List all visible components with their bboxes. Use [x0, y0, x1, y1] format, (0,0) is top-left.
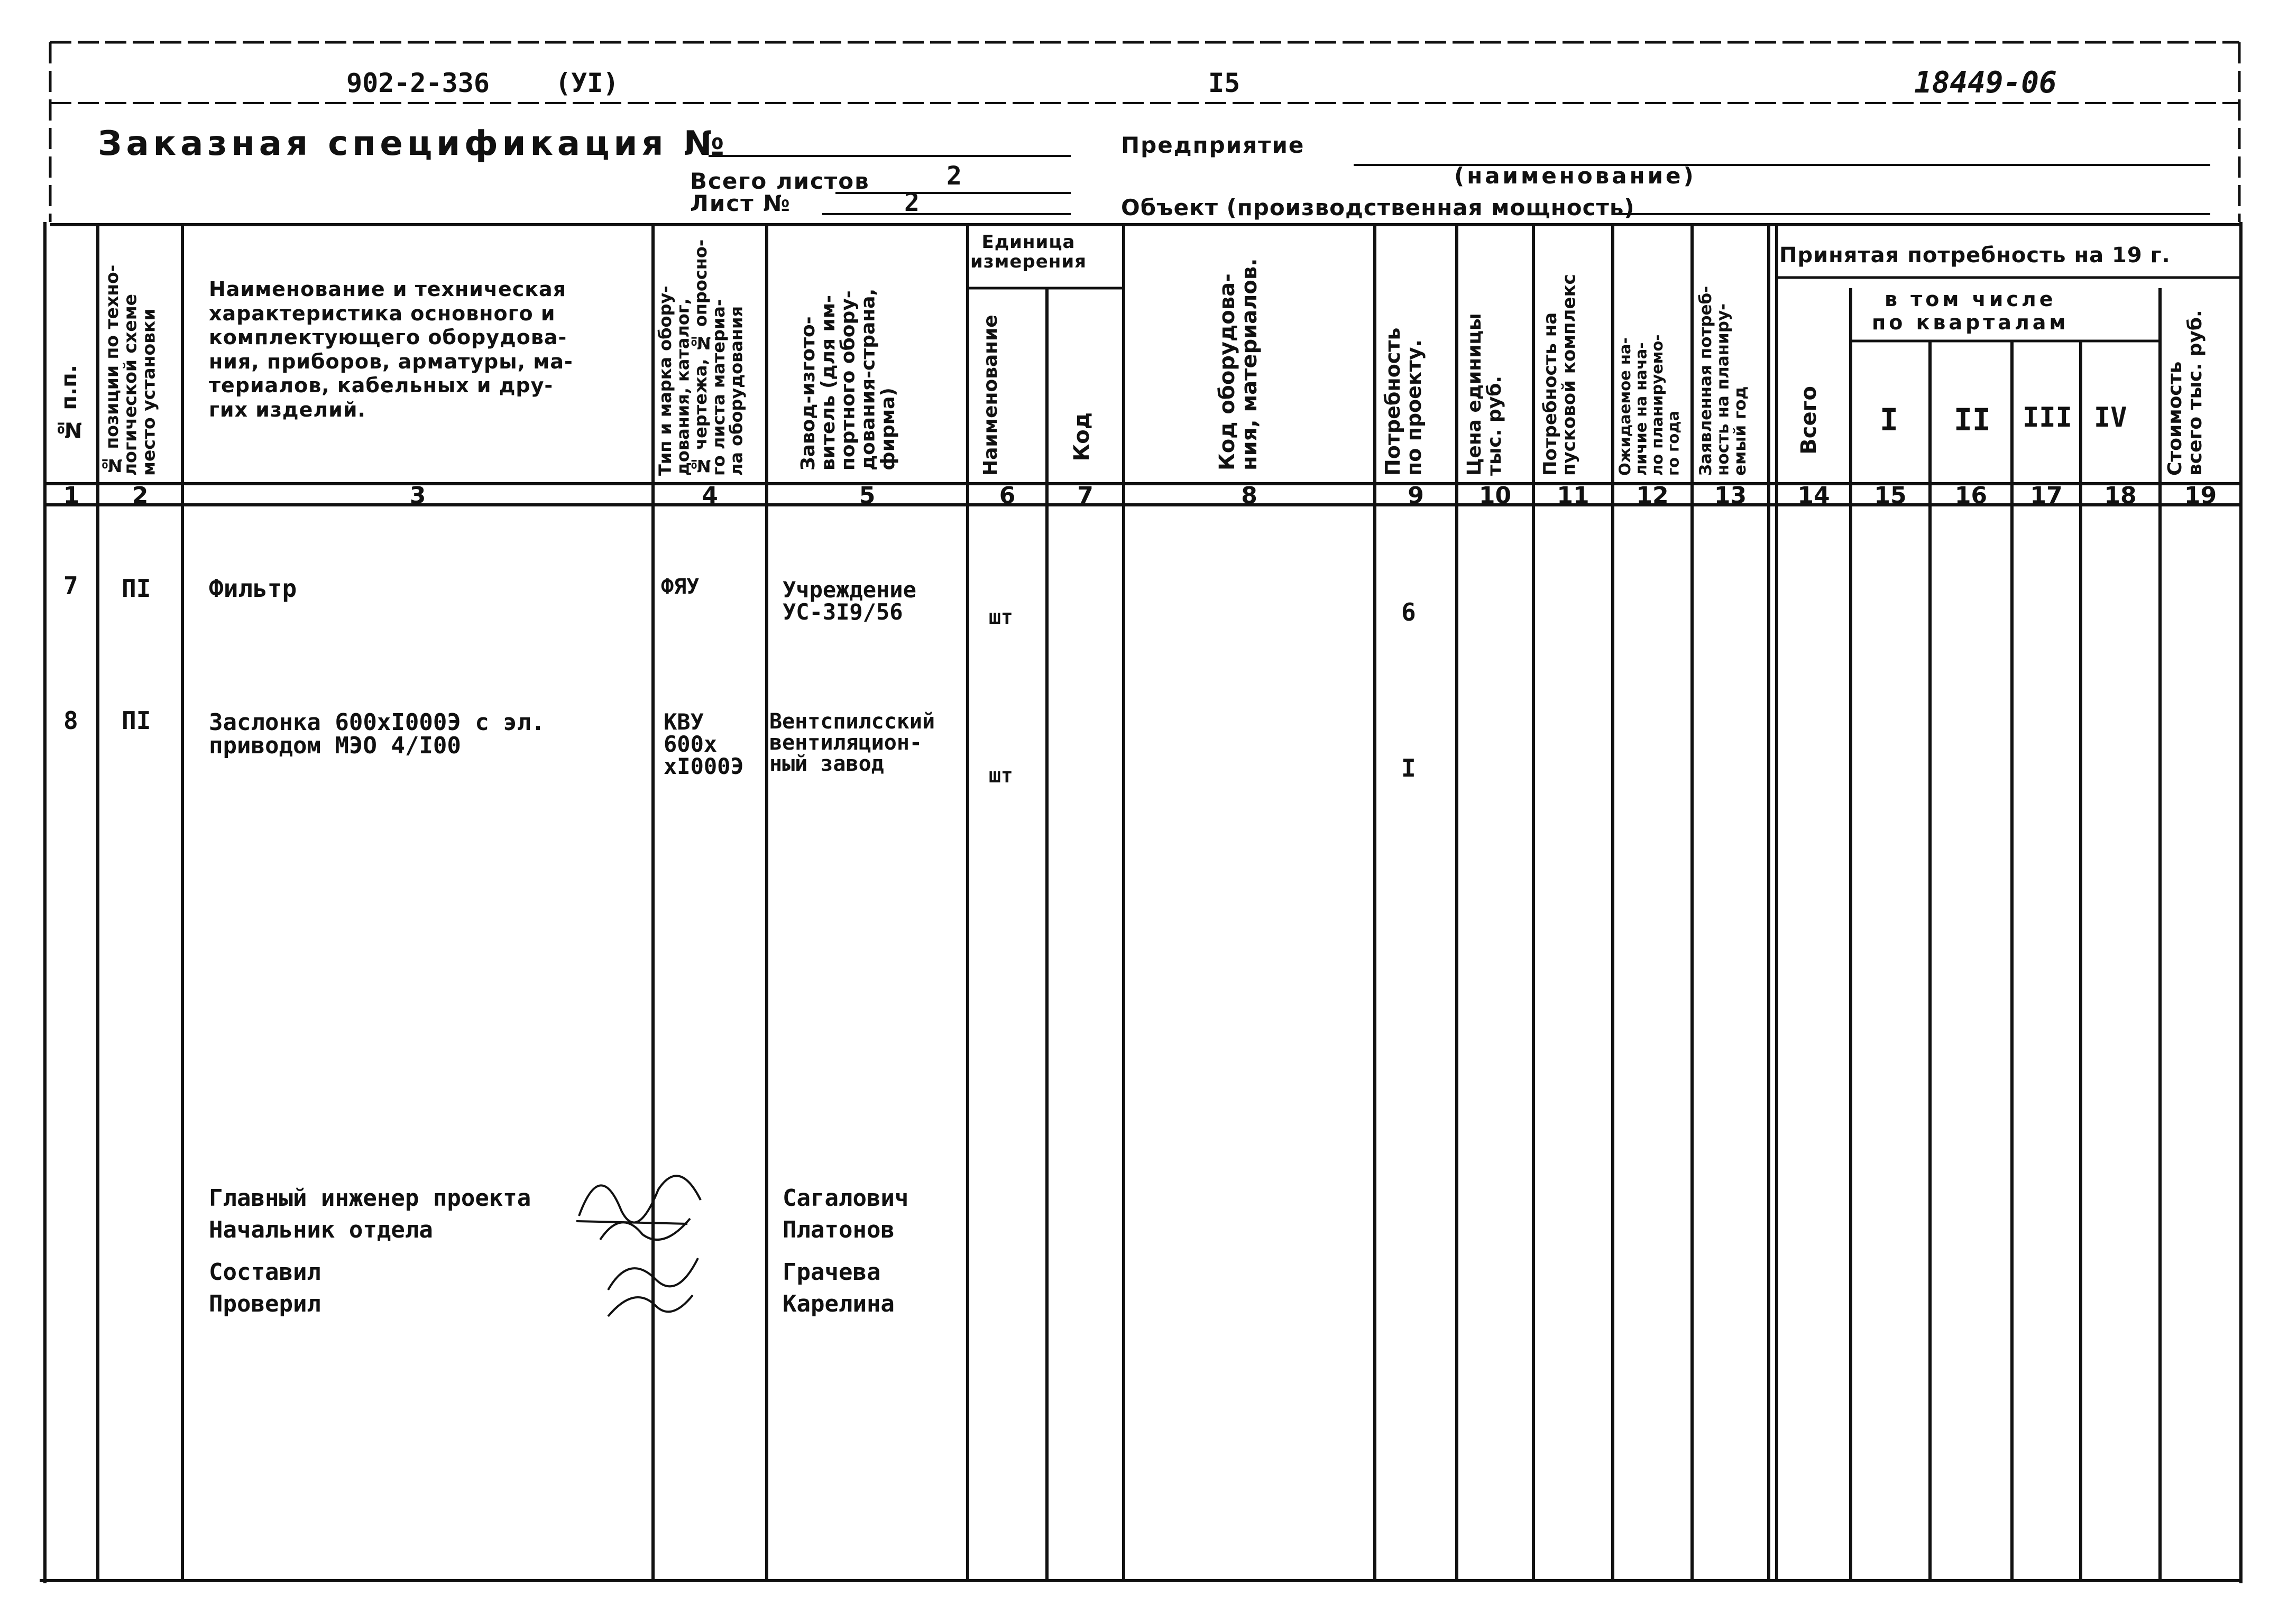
object-label: Объект (производственная мощность) [1121, 195, 1635, 220]
row-quantity: I [1401, 754, 1416, 782]
col-header-7: Код [1070, 412, 1094, 462]
col-number: 3 [409, 482, 426, 509]
col-number: 6 [999, 482, 1016, 509]
signature-role: Начальник отдела [209, 1216, 433, 1243]
col-number: 5 [859, 482, 876, 509]
signature-name: Грачева [783, 1259, 881, 1286]
row-unit: шт [989, 764, 1013, 787]
col-header-10: Цена единицы тыс. руб. [1464, 313, 1505, 476]
col-header-15: I [1880, 402, 1898, 438]
col-number: 17 [2030, 482, 2063, 509]
signature-role: Составил [209, 1259, 321, 1286]
col-number: 13 [1714, 482, 1747, 509]
row-type: ФЯУ [661, 575, 700, 599]
total-sheets-label: Всего листов [690, 168, 870, 194]
col-header-16: II [1954, 402, 1991, 438]
col-header-6: Наименование [980, 315, 1001, 476]
quarters-group-header: в том числе по кварталам [1872, 288, 2069, 334]
col-number: 14 [1797, 482, 1830, 509]
signature-name: Карелина [783, 1290, 895, 1317]
name-note: (наименование) [1454, 163, 1696, 189]
col-number: 15 [1874, 482, 1907, 509]
col-number: 16 [1954, 482, 1988, 509]
project-code: 902-2-336 [346, 68, 490, 98]
col-header-11: Потребность на пусковой комплекс [1540, 274, 1580, 476]
row-position: ПI [122, 574, 151, 603]
col-number: 10 [1478, 482, 1512, 509]
signature-role: Проверил [209, 1290, 321, 1317]
row-quantity: 6 [1401, 598, 1416, 626]
col-header-17: III [2023, 402, 2072, 433]
col-number: 11 [1557, 482, 1589, 509]
col-header-8: Код оборудова- ния, материалов. [1215, 258, 1262, 470]
col-number: 2 [132, 482, 149, 509]
col-number: 9 [1408, 482, 1424, 509]
sheet-label: Лист № [690, 190, 791, 216]
album-number: (УI) [555, 68, 619, 98]
col-number: 12 [1636, 482, 1669, 509]
signature-name: Сагалович [783, 1185, 909, 1212]
row-name: Заслонка 600хI000Э с эл. приводом МЭО 4/I00 [209, 709, 545, 759]
col-header-3: Наименование и техническая характеристика основного и комплектующего оборудова- ния, приборов, арматуры, ма- териалов, кабельных и дру- гих изделий. [209, 278, 573, 421]
col-header-4: Тип и марка обору- дования, каталог, № чертежа, № опросно- го листа материа- ла оборудования [655, 239, 747, 476]
unit-group-header: Единица измерения [970, 232, 1087, 273]
row-name: Фильтр [209, 574, 297, 603]
row-position: ПI [122, 706, 151, 735]
col-header-5: Завод-изгото- витель (для им- портного обору- дования-страна, фирма) [797, 288, 899, 470]
col-header-2: № позиции по техно- логической схеме место установки [102, 264, 159, 476]
col-number: 4 [702, 482, 718, 509]
col-number: 8 [1241, 482, 1257, 509]
col-header-13: Заявленная потреб- ность на планиру- емый год [1696, 285, 1750, 476]
document-number: 18449-06 [1914, 66, 2057, 100]
col-header-1: № п.п. [57, 365, 81, 442]
total-sheets-value: 2 [946, 161, 962, 191]
signature-role: Главный инженер проекта [209, 1185, 531, 1212]
col-number: 19 [2184, 482, 2217, 509]
col-number: 18 [2104, 482, 2137, 509]
enterprise-label: Предприятие [1121, 132, 1305, 158]
row-type: КВУ 600х хI000Э [664, 709, 744, 779]
col-header-9: Потребность по проекту. [1381, 327, 1426, 476]
col-number: 1 [63, 482, 80, 509]
col-number: 7 [1077, 482, 1093, 509]
col-header-14: Всего [1797, 386, 1821, 455]
col-header-19: Стоимость всего тыс. руб. [2164, 310, 2206, 476]
row-unit: шт [989, 605, 1013, 629]
sheet-value: 2 [904, 188, 920, 217]
page-number: I5 [1208, 68, 1240, 98]
col-header-12: Ожидаемое на- личие на нача- ло планируемо- го года [1616, 334, 1683, 476]
row-number: 7 [63, 571, 78, 600]
row-maker: Вентспилсский вентиляцион- ный завод [769, 709, 935, 776]
signature-name: Платонов [783, 1216, 895, 1243]
accepted-group-header: Принятая потребность на 19 г. [1779, 243, 2171, 267]
spec-title: Заказная спецификация № [98, 124, 729, 163]
row-number: 8 [63, 706, 78, 735]
row-maker: Учреждение УС-3I9/56 [783, 577, 916, 625]
col-header-18: IV [2094, 402, 2127, 433]
